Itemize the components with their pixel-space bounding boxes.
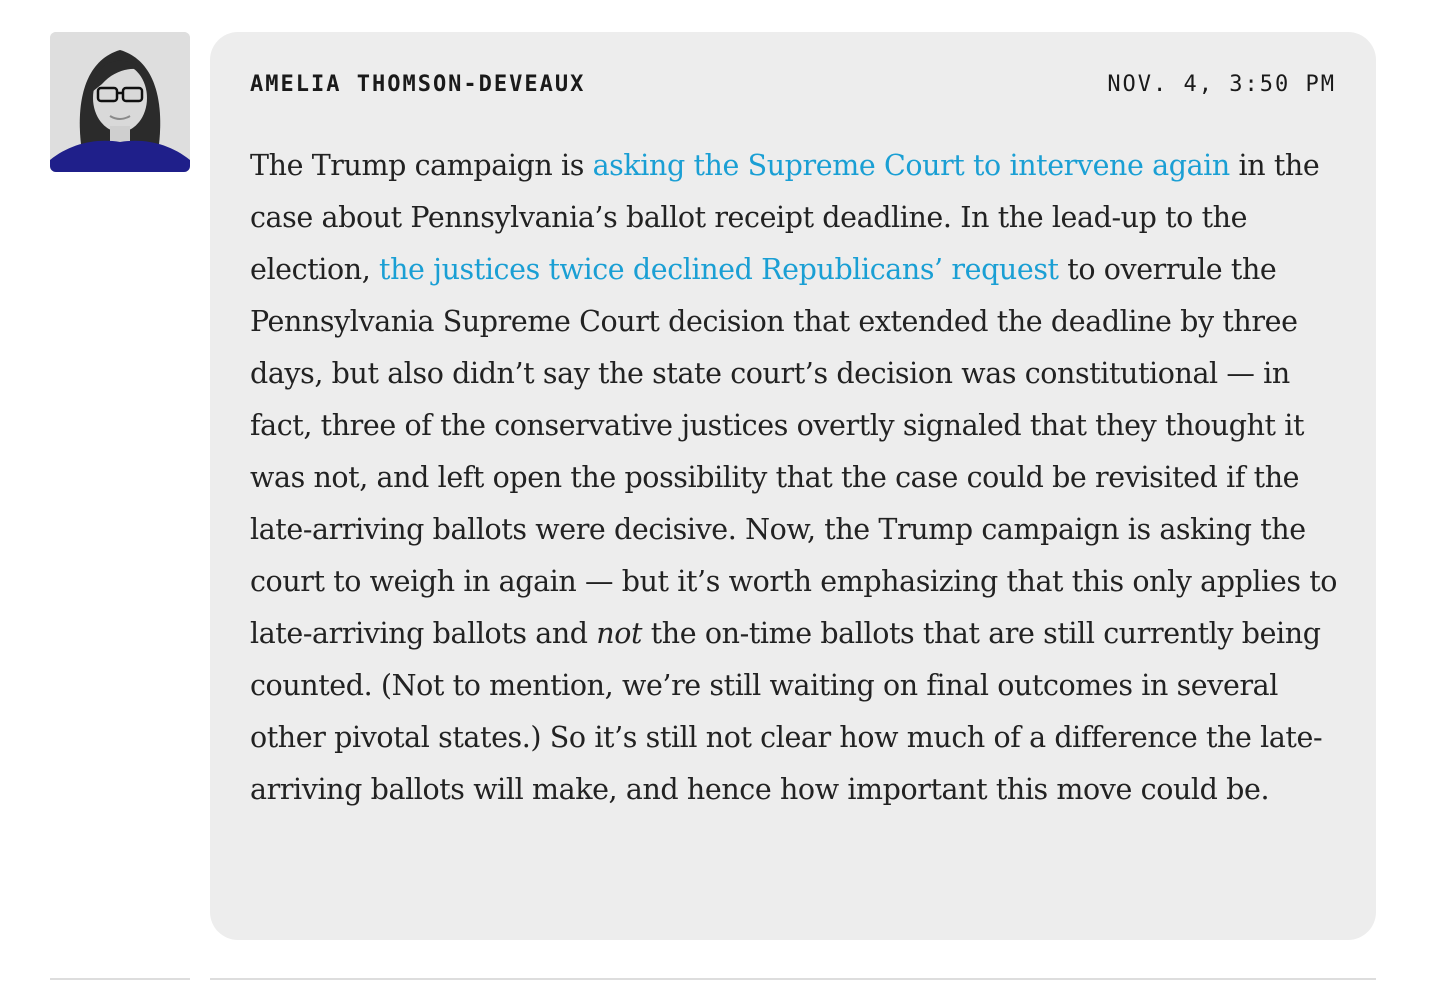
live-blog-post [210, 32, 1376, 940]
body-text-segment: The Trump campaign is [250, 149, 593, 182]
author-avatar[interactable] [50, 32, 190, 172]
emphasis-text: not [596, 617, 643, 650]
justices-declined-link[interactable]: the justices twice declined Republicans’ request [379, 253, 1059, 286]
post-body [250, 140, 1346, 816]
body-text-segment: to overrule the Pennsylvania Supreme Court decision that extended the deadline by three days, but also didn’t say the state court’s decision was constitutional — in fact, three of the conservative justices overtly signaled that they thought it was not, and left open the possibility that the case could be revisited if the late-arriving ballots were decisive. Now, the Trump campaign is asking the court to weigh in again — but it’s worth emphasizing that this only applies to late-arriving ballots and [250, 253, 1338, 650]
next-post-divider [50, 978, 190, 980]
supreme-court-intervene-link[interactable]: asking the Supreme Court to intervene again [592, 149, 1230, 182]
post-meta [250, 72, 1336, 98]
body-text-segment: the on-time ballots that are still currently being counted. (Not to mention, we’re still waiting on final outcomes in several other pivotal states.) So it’s still not clear how much of a difference the late-arriving ballots will make, and hence how important this move could be. [250, 617, 1323, 806]
author-name[interactable]: AMELIA THOMSON-DEVEAUX [250, 72, 586, 97]
body-text-segment: in the case about Pennsylvania’s ballot receipt deadline. In the lead-up to the election, [250, 149, 1320, 286]
author-photo-icon [50, 32, 190, 172]
next-post-divider [210, 978, 1376, 980]
post-timestamp: NOV. 4, 3:50 PM [1107, 72, 1336, 97]
